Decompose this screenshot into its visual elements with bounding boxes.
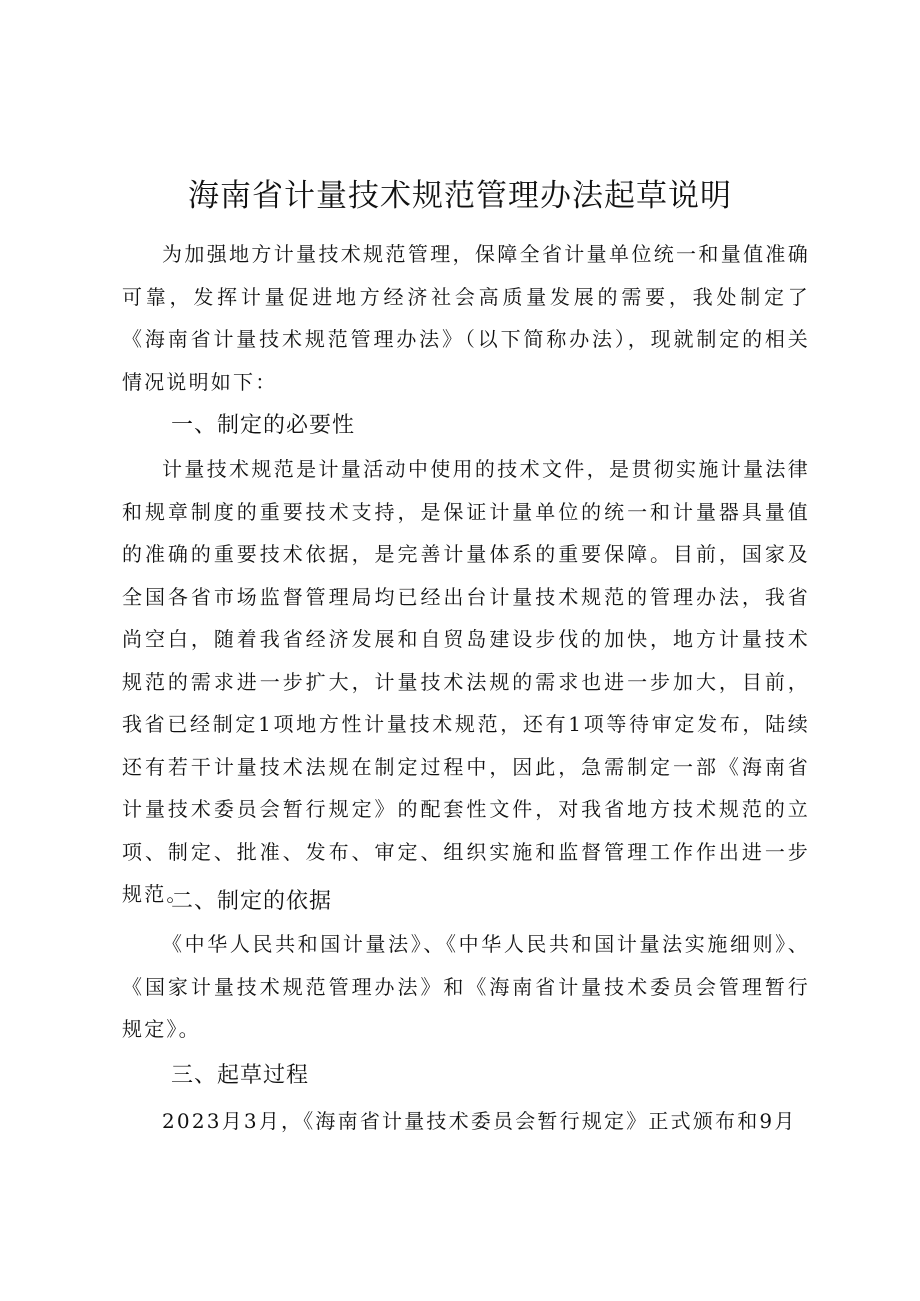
section-heading-necessity: 一、制定的必要性 (171, 413, 356, 438)
section-heading-drafting-process: 三、起草过程 (171, 1063, 310, 1088)
section-heading-basis: 二、制定的依据 (171, 889, 333, 914)
intro-paragraph: 为加强地方计量技术规范管理，保障全省计量单位统一和量值准确可靠，发挥计量促进地方经济社会高质量发展的需要，我处制定了《海南省计量技术规范管理办法》（以下简称办法），现就制定的相关情况说明如下： (122, 242, 810, 394)
section-body-basis: 《中华人民共和国计量法》、《中华人民共和国计量法实施细则》、《国家计量技术规范管理办法》和《海南省计量技术委员会管理暂行规定》。 (122, 932, 810, 1041)
section-body-necessity: 计量技术规范是计量活动中使用的技术文件，是贯彻实施计量法律和规章制度的重要技术支持，是保证计量单位的统一和计量器具量值的准确的重要技术依据，是完善计量体系的重要保障。目前，国家及全国各省市场监督管理局均已经出台计量技术规范的管理办法，我省尚空白，随着我省经济发展和自贸岛建设步伐的加快，地方计量技术规范的需求进一步扩大，计量技术法规的需求也进一步加大，目前，我省已经制定1项地方性计量技术规范，还有1项等待审定发布，陆续还有若干计量技术法规在制定过程中，因此，急需制定一部《海南省计量技术委员会暂行规定》的配套性文件，对我省地方技术规范的立项、制定、批准、发布、审定、组织实施和监督管理工作作出进一步规范。 (122, 457, 810, 906)
document-title: 海南省计量技术规范管理办法起草说明 (188, 178, 732, 214)
section-body-drafting-process: 2023月3月，《海南省计量技术委员会暂行规定》正式颁布和9月 (162, 1109, 797, 1133)
